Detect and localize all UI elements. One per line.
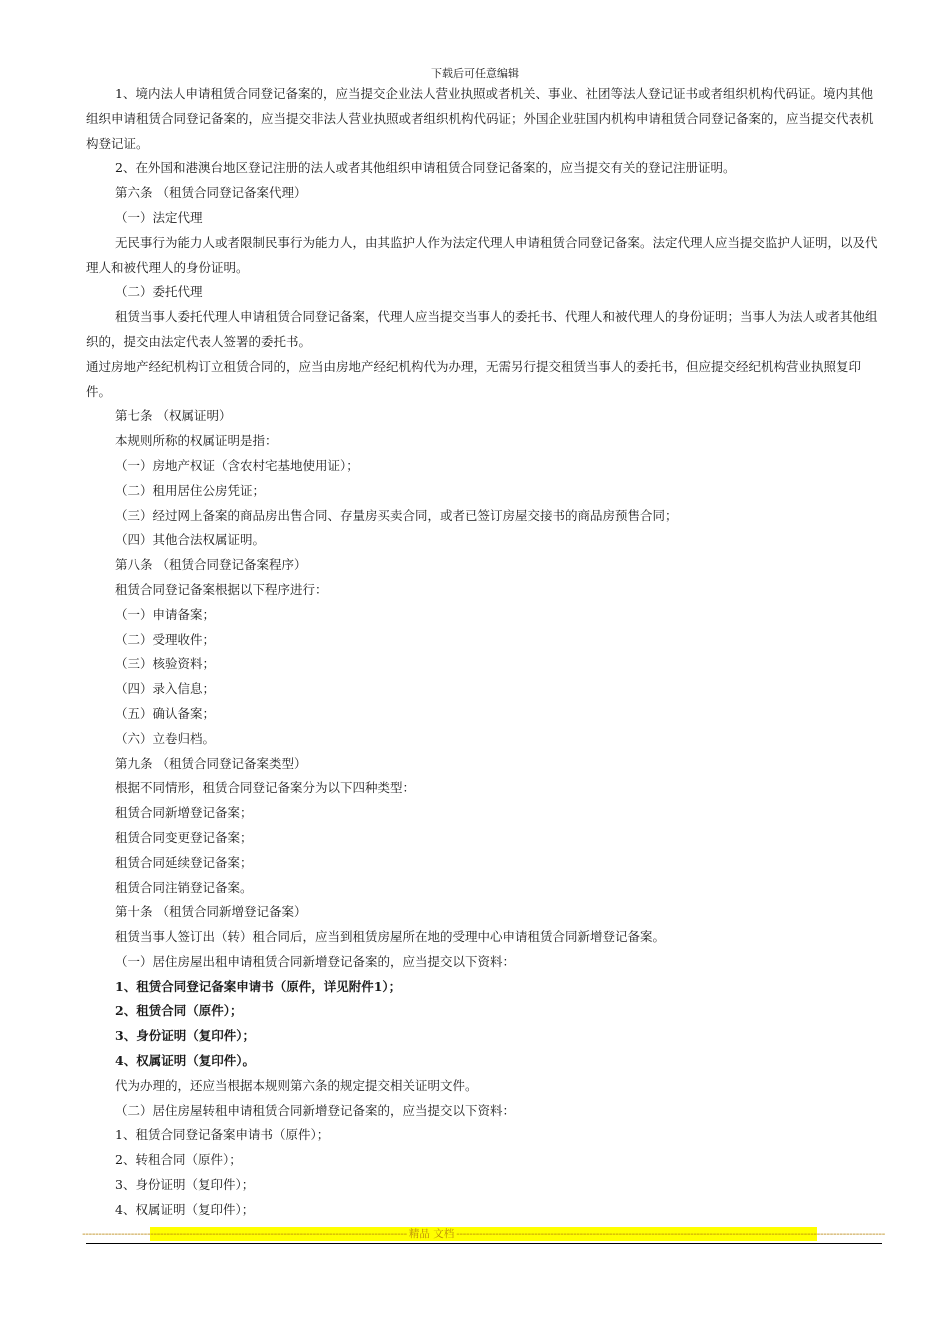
paragraph: 代为办理的，还应当根据本规则第六条的规定提交相关证明文件。 <box>115 1077 478 1093</box>
bold-list-item: 1、租赁合同登记备案申请书（原件，详见附件1）； <box>115 978 402 994</box>
list-item: 1、租赁合同登记备案申请书（原件）； <box>115 1127 330 1143</box>
list-item: （二）租用居住公房凭证； <box>115 482 266 498</box>
article-heading: 第九条 （租赁合同登记备案类型） <box>115 755 307 771</box>
paragraph: 租赁合同登记备案根据以下程序进行： <box>115 581 328 597</box>
list-item: （一）申请备案； <box>115 606 216 622</box>
list-item: 2、转租合同（原件）； <box>115 1152 242 1168</box>
list-item: （四）录入信息； <box>115 681 216 697</box>
paragraph: 2、在外国和港澳台地区登记注册的法人或者其他组织申请租赁合同登记备案的，应当提交有关的登记注册证明。 <box>115 160 736 176</box>
list-item: （四）其他合法权属证明。 <box>115 532 266 548</box>
list-item: （三）核验资料； <box>115 656 216 672</box>
sub-heading: （一）居住房屋出租申请租赁合同新增登记备案的，应当提交以下资料： <box>115 953 516 969</box>
paragraph: 通过房地产经纪机构订立租赁合同的，应当由房地产经纪机构代为办理，无需另行提交租赁当事人的委托书，但应提交经纪机构营业执照复印件。 <box>86 358 862 399</box>
bold-list-item: 2、租赁合同（原件）； <box>115 1003 243 1019</box>
footer-dash-left: ---------------------------------------------------------------------------------------------------- <box>82 1228 407 1240</box>
paragraph: 1、境内法人申请租赁合同登记备案的，应当提交企业法人营业执照或者机关、事业、社团等法人登记证书或者组织机构代码证。境内其他组织申请租赁合同登记备案的，应当提交非法人营业执照或者组织机构代码证；外国企业驻国内机构申请租赁合同登记备案的，应当提交代表机构登记证。 <box>86 86 874 151</box>
document-body <box>86 82 882 1223</box>
list-item: 4、权属证明（复印件）； <box>115 1201 255 1217</box>
sub-heading: （二）居住房屋转租申请租赁合同新增登记备案的，应当提交以下资料： <box>115 1102 516 1118</box>
sub-heading: （一）法定代理 <box>115 209 203 225</box>
footer-rule <box>86 1243 882 1244</box>
sub-heading: （二）委托代理 <box>115 284 203 300</box>
article-heading: 第十条 （租赁合同新增登记备案） <box>115 904 307 920</box>
list-item: 租赁合同注销登记备案。 <box>115 879 253 895</box>
footer-label: 精品 文档 <box>408 1228 455 1240</box>
list-item: 租赁合同延续登记备案； <box>115 854 253 870</box>
list-item: 租赁合同新增登记备案； <box>115 805 253 821</box>
article-heading: 第六条 （租赁合同登记备案代理） <box>115 185 307 201</box>
bold-list-item: 4、权属证明（复印件）。 <box>115 1053 255 1069</box>
list-item: （五）确认备案； <box>115 705 216 721</box>
list-item: 3、身份证明（复印件）； <box>115 1177 255 1193</box>
bold-list-item: 3、身份证明（复印件）； <box>115 1028 255 1044</box>
list-item: （三）经过网上备案的商品房出售合同、存量房买卖合同，或者已签订房屋交接书的商品房预售合同； <box>115 507 678 523</box>
list-item: （一）房地产权证（含农村宅基地使用证）； <box>115 457 359 473</box>
article-heading: 第八条 （租赁合同登记备案程序） <box>115 557 307 573</box>
paragraph: 根据不同情形，租赁合同登记备案分为以下四种类型： <box>115 780 416 796</box>
list-item: 租赁合同变更登记备案； <box>115 829 253 845</box>
page-header-note: 下载后可任意编辑 <box>431 67 519 80</box>
list-item: （六）立卷归档。 <box>115 730 216 746</box>
footer-banner <box>82 1227 885 1241</box>
article-heading: 第七条 （权属证明） <box>115 408 232 424</box>
paragraph: 本规则所称的权属证明是指： <box>115 433 278 449</box>
list-item: （二）受理收件； <box>115 631 216 647</box>
paragraph: 租赁当事人委托代理人申请租赁合同登记备案，代理人应当提交当事人的委托书、代理人和被代理人的身份证明；当事人为法人或者其他组织的，提交由法定代表人签署的委托书。 <box>86 309 878 349</box>
paragraph: 租赁当事人签订出（转）租合同后，应当到租赁房屋所在地的受理中心申请租赁合同新增登记备案。 <box>115 929 666 945</box>
footer-dash-right: ------------------------------------------------------------------------------------------------------------------------------------ <box>456 1228 885 1240</box>
paragraph: 无民事行为能力人或者限制民事行为能力人，由其监护人作为法定代理人申请租赁合同登记备案。法定代理人应当提交监护人证明，以及代理人和被代理人的身份证明。 <box>86 234 878 275</box>
